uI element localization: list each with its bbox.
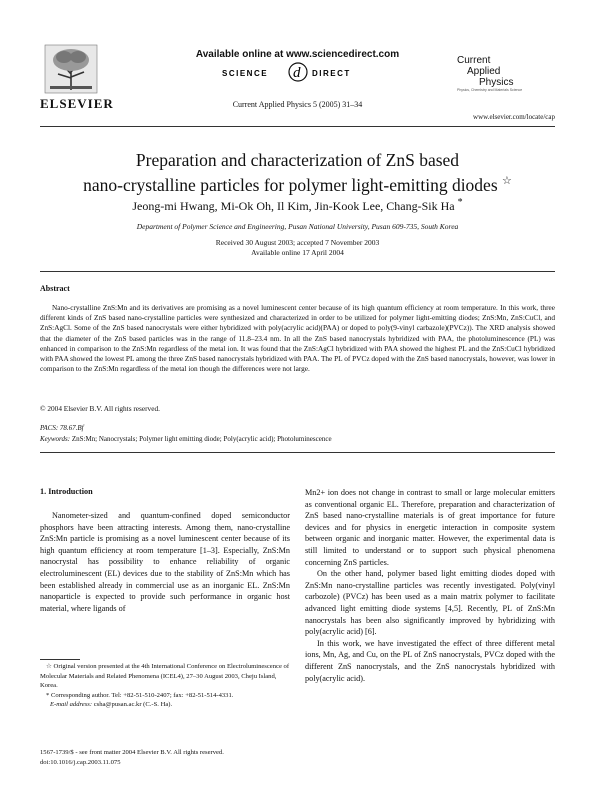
footnote-conference: ☆ Original version presented at the 4th International Conference on Electroluminescence of Molecular Materials and Related Phenomena (ICEL4), 27–30 August 2003, Cheju Island, Korea.: [40, 663, 290, 690]
affiliation: Department of Polymer Science and Engineering, Pusan National University, Pusan 609-735, South Korea: [136, 222, 459, 231]
keywords-list: ZnS:Mn; Nanocrystals; Polymer light emitting diode; Poly(acrylic acid); Photoluminescence: [70, 435, 332, 443]
pacs-codes: PACS: 78.67.Bf: [40, 424, 84, 432]
abstract-body: [40, 303, 555, 374]
journal-logo-tagline: Physics, Chemistry and Materials Science: [457, 88, 523, 92]
title-line-2: nano-crystalline particles for polymer light-emitting diodes: [83, 174, 498, 195]
header-divider: [40, 126, 555, 127]
sciencedirect-logo: [214, 61, 384, 83]
journal-logo-line: Applied: [467, 66, 501, 77]
online-date: Available online 17 April 2004: [251, 248, 344, 257]
keywords-label: Keywords:: [40, 435, 71, 443]
body-paragraph: Mn2+ ion does not change in contrast to small or large molecular emitters as conventional organic EL. Therefore, preparation and characterization of ZnS based nano-crystalline materials is of great importance for future devices and for physics in energetic interaction in composite system between organic and inorganic matter. However, the experimental data is still limited to understand or to support such physical phenomena concerning ZnS particles.: [305, 488, 555, 567]
sciencedirect-logo-right: DIRECT: [312, 69, 351, 78]
body-paragraph: In this work, we have investigated the effect of three different metal ions, Mn, Ag, and Cu, on the PL of ZnS nanocrystals, PVCz doped with the different ZnS nanocrystals, and the ZnS nanocrystals hybridized with poly(acrylic acid).: [305, 638, 555, 683]
left-column: [40, 510, 290, 614]
journal-url-link[interactable]: www.elsevier.com/locate/cap: [473, 113, 555, 121]
section-heading: 1. Introduction: [40, 487, 93, 496]
footnotes: [40, 662, 290, 710]
abstract-text: Nano-crystalline ZnS:Mn and its derivatives are promising as a novel luminescent center because of its high quantum efficiency at room temperature. In this work, three different kinds of ZnS based nano-crystalline particles were synthesized and characterized in order to be utilized for polymer light-emitting diodes; ZnS:Mn, ZnS:CuCl, and ZnS:AgCl. Some of the ZnS based nanocrystals were either hybridized with poly(acrylic acid)(PAA) or doped to poly(9-vinyl carbazole)(PVCz)). The XRD analysis showed that the diameter of the ZnS based particles was in the range of 11.8–23.4 nm. In all the ZnS based nanocrystals hybridized with PAA, the photoluminescence (PL) was enhanced in comparison to the ZnS:Mn regardless of the metal ion. It was found that the ZnS:AgCl hybridized with PAA showed the highest PL and the ZnS:CuCl hybridized with PAA showed the lowest PL among the three ZnS based nanocrystals hybridized with PAA. The PL of PVCz doped with the ZnS based nanocrystals, however, was lower in comparison to the ZnS:Mn regardless of the metal ion though the differences were not large.: [40, 303, 555, 374]
keywords: [40, 435, 332, 443]
body-paragraph: On the other hand, polymer based light emitting diodes doped with ZnS:Mn nano-crystalline particles was recently investigated. Poly(vinyl carbozole) (PVCz) has been used as a main matrix polymer to facilitate advanced light emitting diode systems [4,5]. Recently, PL of ZnS:Mn nanocrystals has been also significantly improved by hybridizing with poly(acrylic acid) [6].: [305, 569, 555, 637]
sciencedirect-logo-left: SCIENCE: [222, 69, 269, 78]
abstract-heading: Abstract: [40, 284, 70, 293]
corresponding-author-star[interactable]: *: [457, 197, 463, 208]
journal-reference: Current Applied Physics 5 (2005) 31–34: [232, 100, 363, 109]
sciencedirect-logo-mark: d: [293, 65, 301, 81]
publisher-name: ELSEVIER: [40, 96, 114, 111]
copyright-notice: © 2004 Elsevier B.V. All rights reserved.: [40, 404, 160, 413]
footnote-corresponding: * Corresponding author. Tel: +82-51-510-2407; fax: +82-51-514-4331.: [46, 691, 234, 699]
email-label: E-mail address:: [50, 701, 93, 709]
author-list: [40, 197, 555, 214]
authors-text: Jeong-mi Hwang, Mi-Ok Oh, Il Kim, Jin-Kook Lee, Chang-Sik Ha: [132, 199, 455, 213]
body-paragraph: Nanometer-sized and quantum-confined doped semiconductor phosphors have been attracting interests. Among them, nano-crystalline ZnS:Mn particle is promising as a novel luminescent center because of its high quantum efficiency at room temperature [1–3]. Especially, ZnS:Mn nanocrystal has possibility to enhance reliability of organic electroluminescent (EL) devices due to the stability of ZnS:Mn which has been established already in commercial use as an inorganic EL. ZnS:Mn nanoparticle is expected to provide such performance in organic host material, where ligands of: [40, 511, 290, 613]
journal-logo-line: Physics: [479, 77, 514, 88]
available-online-text: Available online at www.sciencedirect.com: [195, 49, 400, 60]
abstract-top-divider: [40, 271, 555, 272]
issn-block: [40, 748, 290, 767]
received-date: Received 30 August 2003; accepted 7 November 2003: [215, 238, 380, 247]
title-line-1: Preparation and characterization of ZnS based: [135, 150, 460, 170]
abstract-bottom-divider: [40, 452, 555, 453]
doi-link[interactable]: doi:10.1016/j.cap.2003.11.075: [40, 758, 121, 766]
journal-logo: [457, 55, 557, 97]
right-column: [305, 487, 555, 684]
article-title: [40, 150, 555, 196]
issn-line: 1567-1739/$ - see front matter 2004 Elsevier B.V. All rights reserved.: [40, 749, 224, 756]
article-dates: [40, 238, 555, 258]
title-footnote-star[interactable]: ☆: [502, 175, 512, 187]
journal-logo-line: Current: [457, 55, 491, 66]
footnote-divider: [40, 659, 80, 660]
email-link[interactable]: csha@pusan.ac.kr (C.-S. Ha).: [93, 701, 173, 709]
